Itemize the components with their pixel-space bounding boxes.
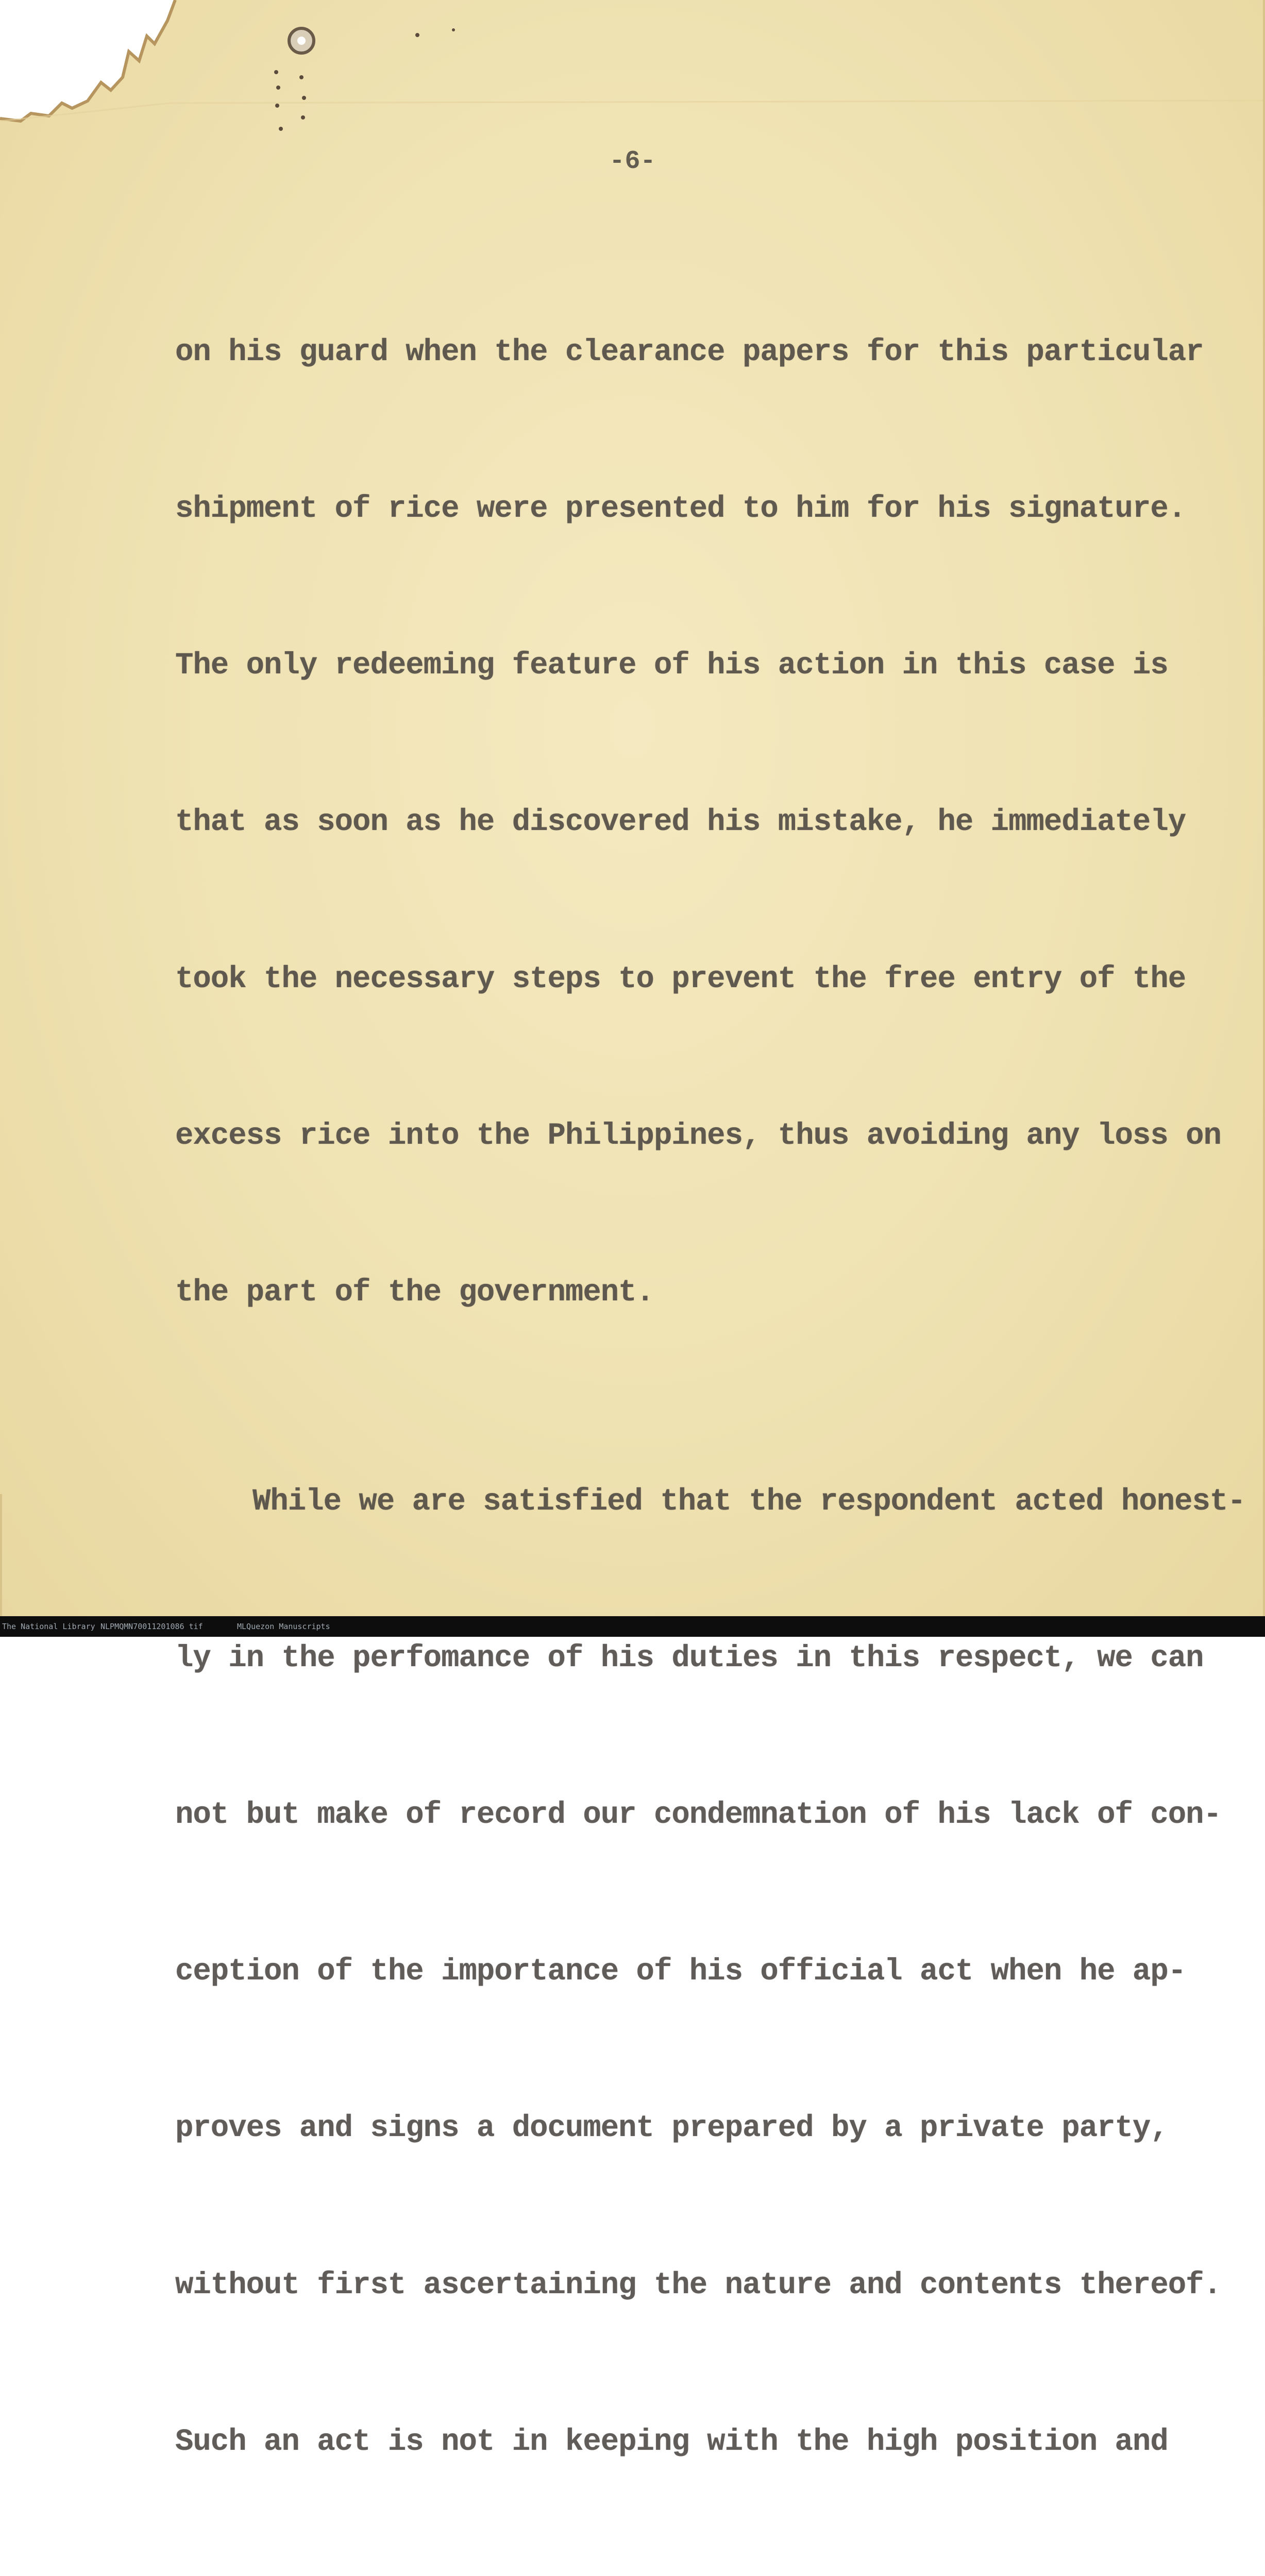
text-line — [175, 2572, 1144, 2576]
text-line: proves and signs a document prepared by a private party, — [175, 2111, 1168, 2146]
text-line: took the necessary steps to prevent the free entry of the — [175, 961, 1186, 996]
footer-collection: MLQuezon Manuscripts — [237, 1622, 330, 1631]
text-line: Such an act is not in keeping with the high position and — [175, 2424, 1168, 2459]
footer-file-id: NLPMQMN70011201086 tif — [100, 1622, 203, 1631]
page-number: -6- — [609, 147, 656, 176]
text-line: ly in the perfomance of his duties in this respect, we can — [175, 1640, 1204, 1675]
text-line: that as soon as he discovered his mistake, he immediately — [175, 805, 1186, 840]
text-line: not but make of record our condemnation of his lack of con- — [175, 1798, 1221, 1833]
staple-hole — [288, 27, 315, 55]
footer-library: The National Library — [2, 1622, 95, 1631]
text-line: shipment of rice were presented to him for his signature. — [175, 492, 1186, 527]
text-line: the part of the government. — [175, 1275, 654, 1310]
text-line: ception of the importance of his official act when he ap- — [175, 1954, 1186, 1989]
archive-footer — [0, 1616, 1265, 1637]
text-line: without first ascertaining the nature and contents thereof. — [175, 2267, 1221, 2302]
text-line: on his guard when the clearance papers for this particular — [175, 334, 1204, 369]
text-line: The only redeeming feature of his action in this case is — [175, 648, 1168, 683]
text-line: While we are satisfied that the respondent acted honest- — [252, 1484, 1245, 1519]
typed-text-body — [175, 222, 1245, 2576]
text-line: excess rice into the Philippines, thus avoiding any loss on — [175, 1118, 1221, 1153]
